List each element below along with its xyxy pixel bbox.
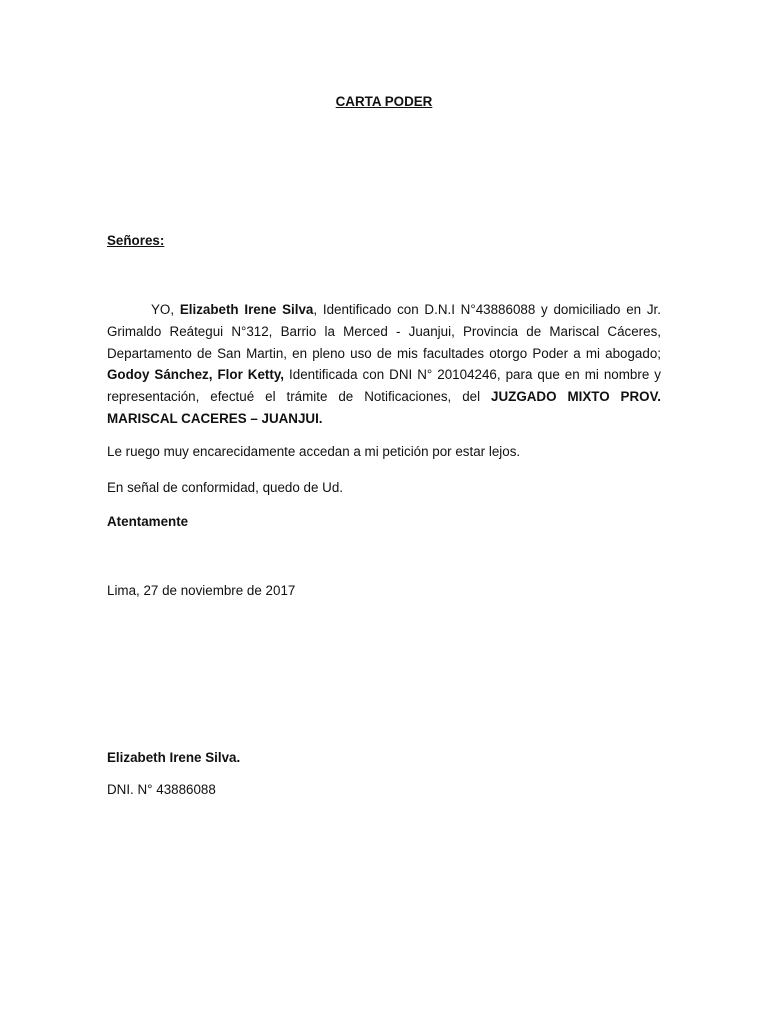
greeting: Señores:	[107, 233, 165, 248]
paragraph-text: Identificada con DNI N° 20104246, para que en mi nombre y representación, efectué el trámite de Notificaciones, del	[107, 367, 661, 405]
grantor-name: Elizabeth Irene Silva	[179, 302, 314, 317]
paragraph-text: YO,	[151, 302, 180, 317]
paragraph-text: , Identificado con D.N.I N°43886088 y domiciliado en Jr. Grimaldo Reátegui N°312, Barrio la Merced - Juanjui, Provincia de Mariscal Cáceres, Departamento de San Martin, en pleno uso de mis facultades otorgo Poder a mi abogado;	[107, 302, 661, 361]
request-line: Le ruego muy encarecidamente accedan a mi petición por estar lejos.	[107, 444, 521, 459]
document-title: CARTA PODER	[335, 94, 433, 109]
attorney-name: Godoy Sánchez, Flor Ketty,	[107, 367, 285, 383]
closing-line: Atentamente	[107, 514, 189, 529]
signature-dni: DNI. N° 43886088	[107, 782, 216, 797]
signature-name: Elizabeth Irene Silva.	[107, 750, 241, 765]
conformity-line: En señal de conformidad, quedo de Ud.	[107, 480, 343, 495]
court-name: JUZGADO MIXTO PROV. MARISCAL CACERES – JUANJUI.	[107, 389, 661, 426]
place-date: Lima, 27 de noviembre de 2017	[107, 583, 296, 598]
body-paragraph	[107, 299, 661, 430]
